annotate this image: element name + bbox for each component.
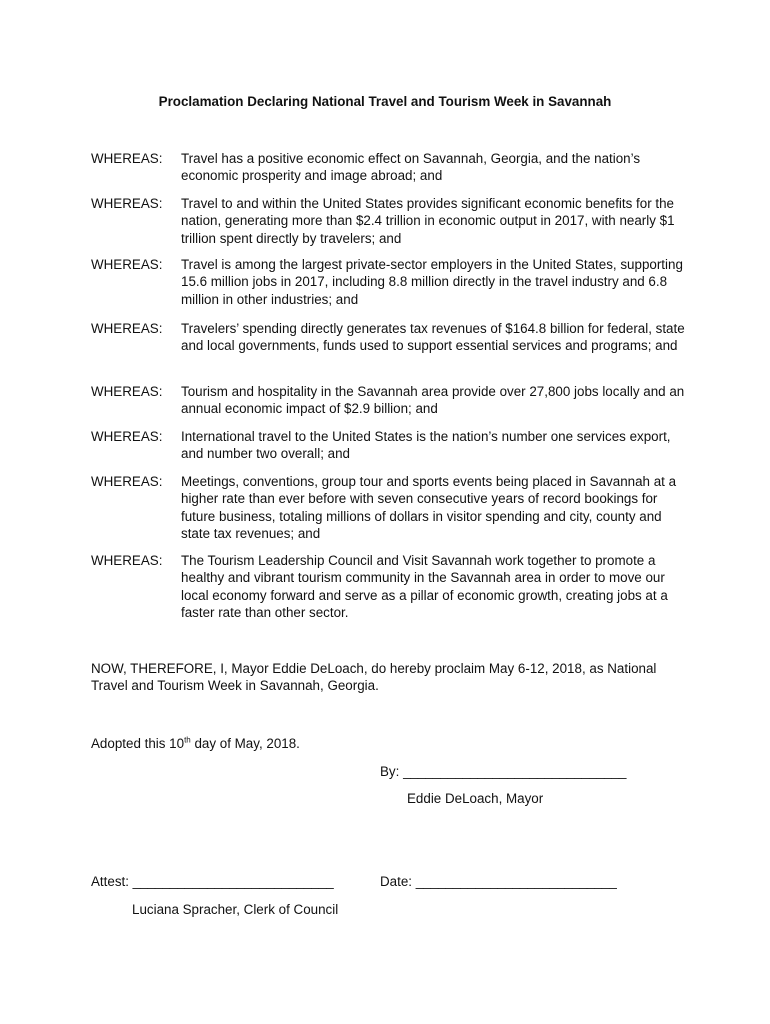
attest-signature-line: Attest: ___________________________ [91,874,334,889]
proclamation-statement: NOW, THEREFORE, I, Mayor Eddie DeLoach, do hereby proclaim May 6-12, 2018, as National Travel and Tourism Week in Savannah, Georgia. [91,661,657,694]
date-line: Date: ___________________________ [380,874,617,889]
whereas-text: Travel is among the largest private-sector employers in the United States, supporting 15.6 million jobs in 2017, including 8.8 million directly in the travel industry and 6.8 million in other industries; and [181,257,683,307]
clerk-name: Luciana Spracher, Clerk of Council [132,902,339,917]
whereas-label: WHEREAS: [91,474,163,489]
whereas-text: Travel to and within the United States provides significant economic benefits for the nation, generating more than $2.4 trillion in economic output in 2017, with nearly $1 trillion spent directly by travelers; and [181,196,675,246]
whereas-text: Travelers’ spending directly generates tax revenues of $164.8 billion for federal, state and local governments, funds used to support essential services and programs; and [181,321,685,354]
adopted-prefix: Adopted this 10 [91,736,185,751]
adopted-date [91,735,300,752]
mayor-signature-line: By: ______________________________ [380,764,627,779]
whereas-text: Tourism and hospitality in the Savannah area provide over 27,800 jobs locally and an annual economic impact of $2.9 billion; and [181,384,685,417]
whereas-label: WHEREAS: [91,196,163,211]
whereas-text: The Tourism Leadership Council and Visit Savannah work together to promote a healthy and vibrant tourism community in the Savannah area in order to move our local economy forward and serve as a pillar of economic growth, creating jobs at a faster rate than other sector. [181,553,668,620]
whereas-label: WHEREAS: [91,384,163,399]
mayor-name: Eddie DeLoach, Mayor [407,791,544,806]
whereas-label: WHEREAS: [91,257,163,272]
document-title: Proclamation Declaring National Travel and Tourism Week in Savannah [158,94,612,109]
whereas-label: WHEREAS: [91,321,163,336]
whereas-text: Travel has a positive economic effect on Savannah, Georgia, and the nation’s economic prosperity and image abroad; and [181,151,641,184]
whereas-label: WHEREAS: [91,429,163,444]
whereas-label: WHEREAS: [91,151,163,166]
whereas-label: WHEREAS: [91,553,163,568]
adopted-superscript: th [184,735,191,745]
adopted-suffix: day of May, 2018. [190,736,300,751]
whereas-text: Meetings, conventions, group tour and sports events being placed in Savannah at a higher rate than ever before with seven consecutive years of record bookings for future business, totaling millions of dollars in visitor spending and city, county and state tax revenues; and [181,474,677,541]
whereas-text: International travel to the United States is the nation’s number one services export, and number two overall; and [181,429,671,462]
